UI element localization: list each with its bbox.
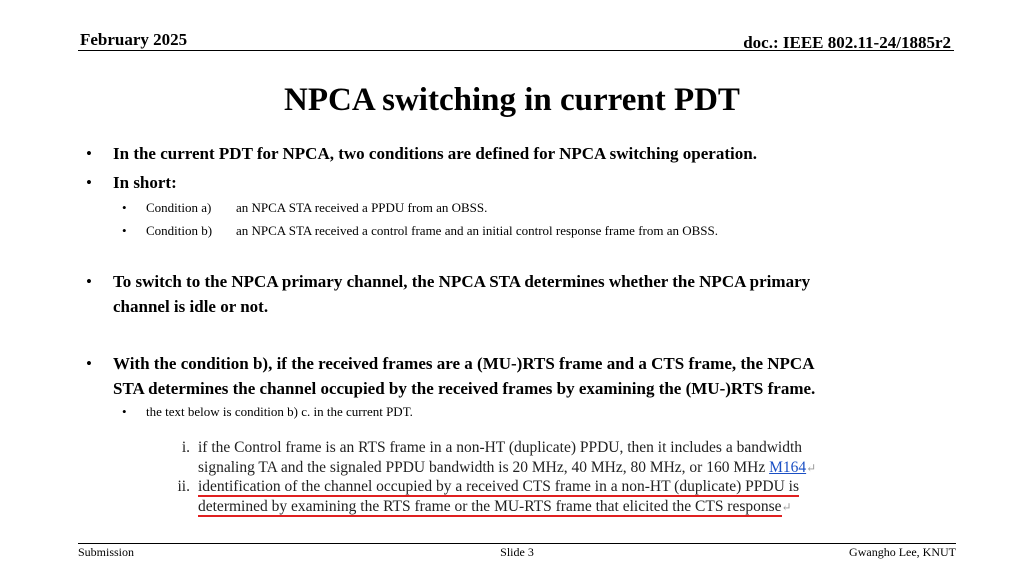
condition-text: an NPCA STA received a PPDU from an OBSS.	[236, 200, 488, 215]
excerpt-item-number: ii.	[177, 478, 190, 495]
bullet-text-line1: With the condition b), if the received frames are a (MU-)RTS frame and a CTS frame, the NPCA	[113, 354, 815, 373]
excerpt-item-number: i.	[181, 439, 190, 456]
header-date: February 2025	[80, 30, 188, 49]
footer-slide-number: Slide 3	[500, 545, 534, 559]
bullet-text-line2: STA determines the channel occupied by the received frames by examining the (MU-)RTS frame.	[113, 379, 816, 398]
slide-title: NPCA switching in current PDT	[284, 82, 740, 118]
bullet-dot: •	[86, 144, 92, 163]
excerpt-item-line2	[198, 458, 816, 479]
bullet-text-line1: To switch to the NPCA primary channel, the NPCA STA determines whether the NPCA primary	[113, 272, 811, 291]
highlighted-text: identification of the channel occupied by a received CTS frame in a non-HT (duplicate) PPDU is	[198, 478, 800, 495]
excerpt-item-line2-text: signaling TA and the signaled PPDU bandwidth is 20 MHz, 40 MHz, 80 MHz, or 160 MHz	[198, 458, 766, 476]
bullet-text-line2: channel is idle or not.	[113, 297, 269, 316]
header-doc-id: doc.: IEEE 802.11-24/1885r2	[743, 33, 951, 52]
bullet-dot: •	[86, 272, 92, 291]
bullet-dot: •	[122, 200, 127, 215]
m164-link[interactable]: M164	[769, 458, 807, 476]
condition-text: an NPCA STA received a control frame and an initial control response frame from an OBSS.	[236, 223, 719, 238]
condition-label: Condition b)	[146, 223, 213, 238]
header-divider	[78, 50, 954, 51]
excerpt-item-line1: if the Control frame is an RTS frame in a non-HT (duplicate) PPDU, then it includes a bandwidth	[198, 439, 803, 456]
excerpt-item-line2	[198, 497, 792, 518]
footer-divider	[78, 543, 956, 544]
paragraph-mark: ↵	[806, 460, 817, 475]
excerpt-item-line1	[198, 477, 799, 497]
bullet-text: In short:	[113, 173, 177, 192]
bullet-dot: •	[86, 173, 92, 192]
bullet-text: In the current PDT for NPCA, two conditions are defined for NPCA switching operation.	[113, 144, 757, 163]
bullet-dot: •	[122, 223, 127, 238]
highlighted-text: determined by examining the RTS frame or the MU-RTS frame that elicited the CTS response	[198, 497, 782, 515]
footer-author: Gwangho Lee, KNUT	[849, 545, 956, 559]
footer-submission: Submission	[78, 545, 135, 559]
paragraph-mark: ↵	[781, 499, 792, 514]
bullet-dot: •	[86, 354, 92, 373]
sub-bullet-text: the text below is condition b) c. in the current PDT.	[146, 404, 413, 419]
condition-label: Condition a)	[146, 200, 212, 215]
bullet-dot: •	[122, 404, 127, 419]
